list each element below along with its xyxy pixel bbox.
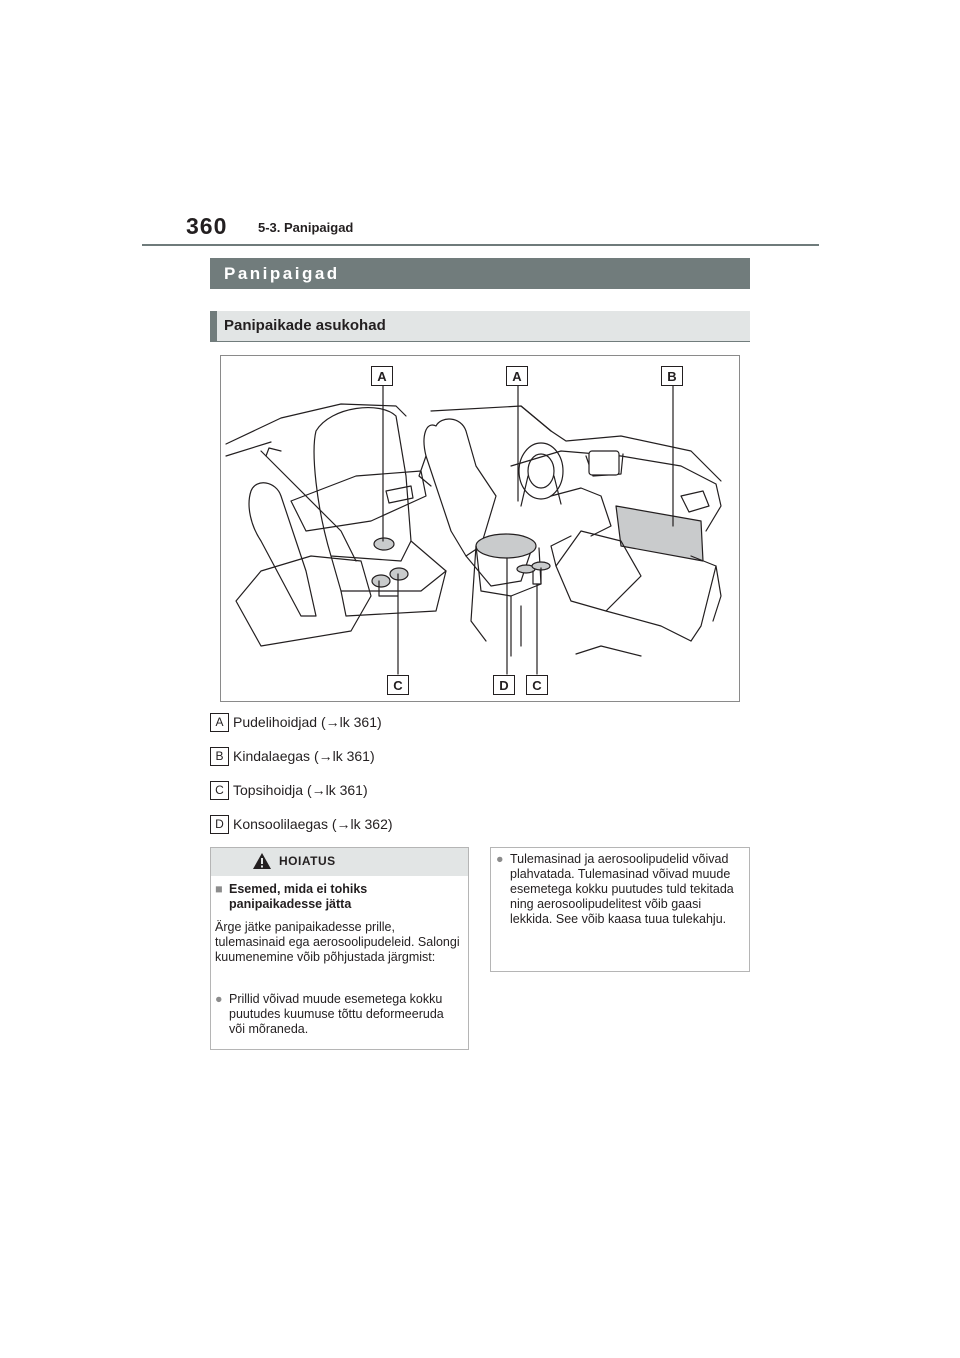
legend-key: C <box>210 781 229 800</box>
subsection-title: Panipaikade asukohad <box>210 311 750 341</box>
legend-key: D <box>210 815 229 834</box>
warning-bullet-2: ● Tulemasinad ja aerosoolipudelid võivad plahvatada. Tulemasinad võivad muude esemetega kokku puutudes tuld tekitada ning aerosoolipudelitest võib gaasi lekkida. See võib kaasa tuua tulekahju. <box>496 852 734 926</box>
callout-c-1: C <box>387 675 409 695</box>
subsection-underline <box>210 341 750 342</box>
legend-key: B <box>210 747 229 766</box>
warning-heading: ■ Esemed, mida ei tohiks panipaikadesse jätta <box>215 882 368 911</box>
warning-bullet-1: ● Prillid võivad muude esemetega kokku puutudes kuumuse tõttu deformeeruda või mõraneda. <box>215 992 444 1036</box>
warning-box-right <box>490 847 750 972</box>
circle-bullet-icon: ● <box>215 992 223 1006</box>
callout-b: B <box>661 366 683 386</box>
warning-header <box>211 848 468 876</box>
callout-a-1: A <box>371 366 393 386</box>
warning-box-left <box>210 847 469 1050</box>
legend-key: A <box>210 713 229 732</box>
car-interior-drawing <box>221 356 739 701</box>
legend-text: Topsihoidja (→lk 361) <box>233 782 368 798</box>
page-number: 360 <box>186 213 228 239</box>
legend-text: Konsoolilaegas (→lk 362) <box>233 816 393 832</box>
legend-text: Pudelihoidjad (→lk 361) <box>233 714 382 730</box>
callout-d: D <box>493 675 515 695</box>
warning-body: Ärge jätke panipaikadesse prille, tulemasinaid ega aerosoolipudeleid. Salongi kuumenemine võib põhjustada järgmist: <box>215 920 460 964</box>
header-rule <box>142 244 819 246</box>
section-title: Panipaigad <box>210 258 750 289</box>
interior-illustration <box>220 355 740 702</box>
callout-a-2: A <box>506 366 528 386</box>
callout-c-2: C <box>526 675 548 695</box>
warning-title: HOIATUS <box>279 854 336 868</box>
square-bullet-icon: ■ <box>215 882 223 896</box>
circle-bullet-icon: ● <box>496 852 504 866</box>
legend-text: Kindalaegas (→lk 361) <box>233 748 375 764</box>
running-head: 5-3. Panipaigad <box>258 220 354 235</box>
warning-triangle-icon <box>252 852 272 870</box>
